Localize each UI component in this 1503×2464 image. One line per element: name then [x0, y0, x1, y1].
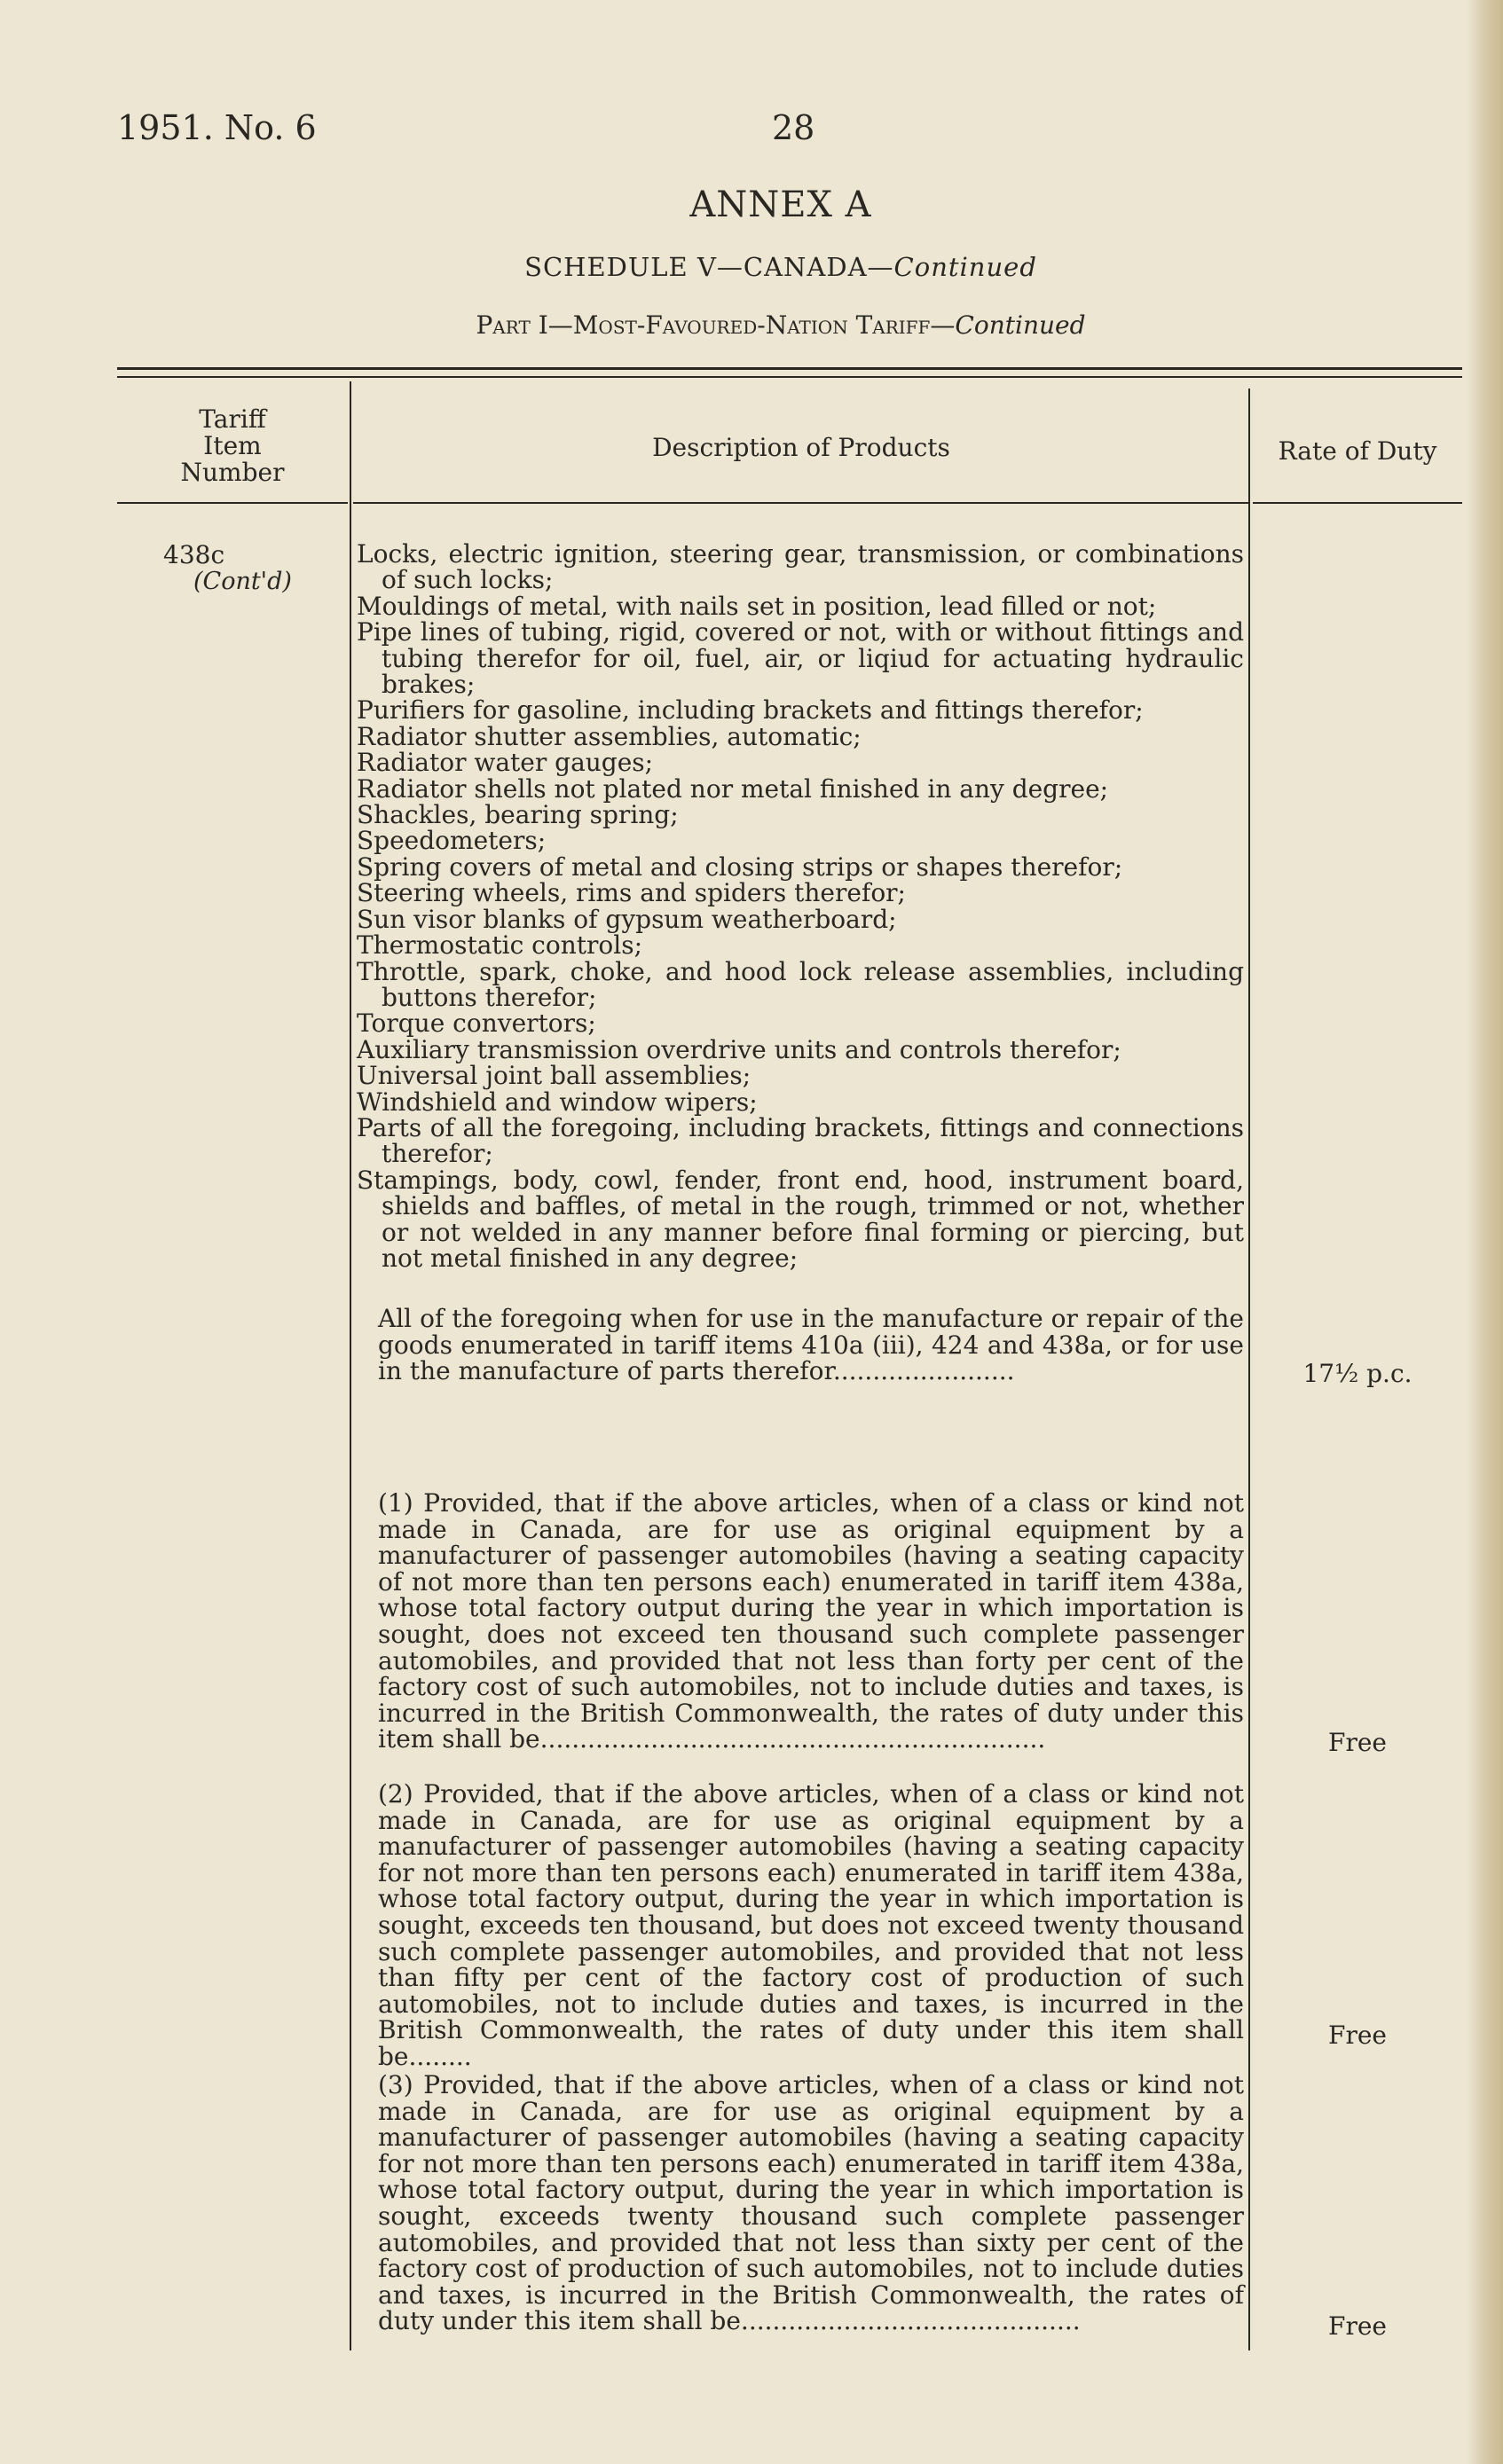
product-entry: Windshield and window wipers;	[357, 1087, 758, 1117]
product-entry: Parts of all the foregoing, including brackets, fittings and connections therefor;	[357, 1112, 1244, 1169]
header-rule-description	[353, 502, 1249, 504]
product-entry: Stampings, body, cowl, fender, front end, hood, instrument board, shields and baffles, of metal in the rough, trimmed or not, whether or not welded in any manner before final forming or piercing, but not metal finished in any degree;	[357, 1165, 1244, 1273]
product-entry: Purifiers for gasoline, including brackets and fittings therefor;	[357, 695, 1144, 726]
product-entry: Throttle, spark, choke, and hood lock release assemblies, including buttons therefor;	[357, 956, 1244, 1012]
year-and-number: 1951. No. 6	[117, 108, 317, 147]
product-entry: Mouldings of metal, with nails set in position, lead filled or not;	[357, 591, 1157, 621]
general-clause-text: All of the foregoing when for use in the manufacture or repair of the goods enumerated in tariff items 410a (iii), 424 and 438a, or for use in the manufacture of parts therefor	[378, 1304, 1244, 1386]
column-header-rate: Rate of Duty	[1278, 436, 1437, 466]
header-rule-rate	[1253, 502, 1462, 504]
general-clause	[378, 1306, 1244, 1385]
product-entry: Radiator shells not plated nor metal finished in any degree;	[357, 773, 1109, 804]
proviso-1	[378, 1490, 1244, 1753]
table-top-rule	[117, 367, 1462, 370]
schedule-title-main: SCHEDULE V—CANADA—	[524, 252, 894, 282]
product-entry: Auxiliary transmission overdrive units and controls therefor;	[357, 1034, 1121, 1064]
column-divider-right	[1248, 388, 1250, 2350]
product-entry: Thermostatic controls;	[357, 930, 642, 961]
schedule-title	[0, 252, 1503, 282]
product-entry: Pipe lines of tubing, rigid, covered or not, with or without fittings and tubing therefor for oil, fuel, air, or liqiud for actuating hydraulic brakes;	[357, 617, 1244, 700]
column-header-description: Description of Products	[652, 433, 950, 462]
rate-proviso-1: Free	[1328, 1728, 1387, 1757]
rate-general: 17½ p.c.	[1302, 1359, 1413, 1388]
leader-dots: ...........................................	[740, 2306, 1081, 2336]
part-title-continued: Continued	[955, 310, 1086, 340]
table-top-rule-second	[117, 376, 1462, 378]
column-header-item-text: Tariff Item Number	[180, 404, 285, 487]
annex-title: ANNEX A	[689, 184, 872, 225]
product-entry: Spring covers of metal and closing strips or shapes therefor;	[357, 851, 1123, 882]
proviso-1-text: (1) Provided, that if the above articles, when of a class or kind not made in Canada, are for use as original equipment by a manufacturer of passenger automobiles (having a seating capacity of not more than ten persons each) enumerated in tariff item 438a, whose total factory output during the year in which importation is sought, does not exceed ten thousand such complete passenger automobiles, and provided that not less than forty per cent of the factory cost of such automobiles, not to include duties and taxes, is incurred in the British Commonwealth, the rates of duty under this item shall be	[378, 1488, 1244, 1754]
product-entry: Speedometers;	[357, 826, 547, 856]
product-entry: Universal joint ball assemblies;	[357, 1061, 752, 1091]
proviso-3-text: (3) Provided, that if the above articles, when of a class or kind not made in Canada, are for use as original equipment by a manufacturer of passenger automobiles (having a seating capacity for not more than ten persons each) enumerated in tariff item 438a, whose total factory output, during the year in which importation is sought, exceeds twenty thousand such complete passenger automobiles, and provided that not less than sixty per cent of the factory cost of production of such automobiles, not to include duties and taxes, is incurred in the British Commonwealth, the rates of duty under this item shall be	[378, 2070, 1244, 2336]
column-divider-left	[350, 381, 351, 2350]
column-header-item-number	[133, 406, 332, 486]
product-entry: Radiator water gauges;	[357, 748, 654, 778]
proviso-2-text: (2) Provided, that if the above articles, when of a class or kind not made in Canada, are for use as original equipment by a manufacturer of passenger automobiles (having a seating capacity for not more than ten persons each) enumerated in tariff item 438a, whose total factory output, during the year in which importation is sought, exceeds ten thousand, but does not exceed twenty thousand such complete passenger automobiles, and provided that not less than fifty per cent of the factory cost of production of such automobiles, not to include duties and taxes, is incurred in the British Commonwealth, the rates of duty under this item shall be	[378, 1779, 1244, 2071]
product-entry: Locks, electric ignition, steering gear, transmission, or combinations of such locks;	[357, 539, 1244, 595]
product-entry: Radiator shutter assemblies, automatic;	[357, 721, 862, 751]
leader-dots: .......................	[832, 1356, 1015, 1386]
page-edge	[1468, 0, 1503, 2464]
product-entry: Sun visor blanks of gypsum weatherboard;	[357, 904, 897, 934]
rate-proviso-2: Free	[1328, 2021, 1387, 2050]
rate-proviso-3: Free	[1328, 2311, 1387, 2341]
proviso-2	[378, 1781, 1244, 2070]
part-title-main: Part I—Most-Favoured-Nation Tariff—	[476, 310, 956, 340]
header-rule-item	[117, 502, 348, 504]
general-clause-text-wrap	[378, 1306, 1244, 1385]
leader-dots: ................................................................	[539, 1724, 1046, 1754]
tariff-item-continued: (Cont'd)	[193, 568, 292, 595]
leader-dots: ........	[408, 2041, 472, 2071]
page-number: 28	[772, 108, 815, 147]
product-entry: Steering wheels, rims and spiders therefor;	[357, 878, 906, 908]
product-entry: Shackles, bearing spring;	[357, 800, 679, 830]
part-title	[0, 310, 1503, 340]
product-entry: Torque convertors;	[357, 1008, 596, 1039]
proviso-3	[378, 2072, 1244, 2335]
schedule-title-continued: Continued	[893, 252, 1037, 282]
product-list	[357, 541, 1244, 1271]
tariff-item-number: 438c	[163, 540, 225, 569]
